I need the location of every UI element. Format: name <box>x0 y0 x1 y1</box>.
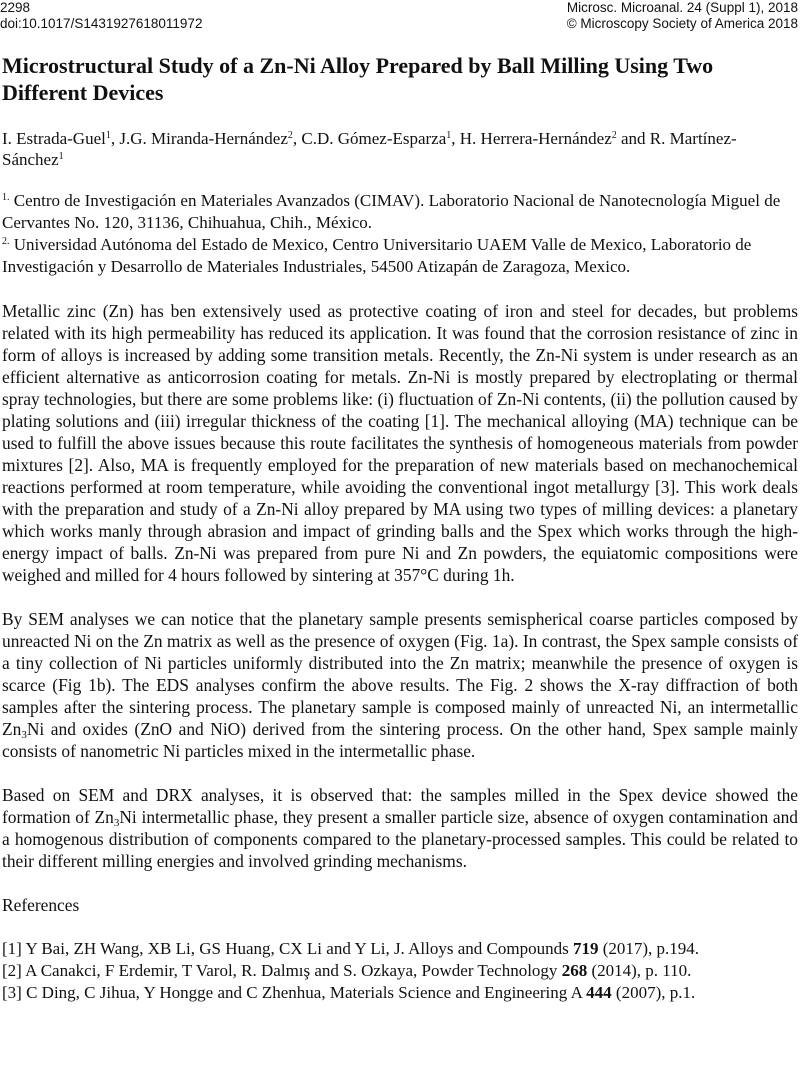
reference-volume: 444 <box>586 983 612 1002</box>
author: H. Herrera-Hernández <box>459 129 612 148</box>
paragraph-results <box>2 608 798 762</box>
author: C.D. Gómez-Esparza <box>301 129 447 148</box>
reference-list <box>2 938 798 1004</box>
paragraph-conclusion <box>2 784 798 872</box>
reference-text: (2007), p.1. <box>611 983 696 1002</box>
author-affiliation-mark: 1 <box>105 130 111 141</box>
doi[interactable]: doi:10.1017/S1431927618011972 <box>0 16 203 31</box>
header-left <box>0 0 202 32</box>
author-affiliation-mark: 2 <box>287 130 293 141</box>
affiliation-2 <box>2 234 798 278</box>
reference-item <box>2 982 798 1004</box>
page-number: 2298 <box>0 0 31 15</box>
journal-citation: Microsc. Microanal. 24 (Suppl 1), 2018 <box>566 0 798 15</box>
author: J.G. Miranda-Hernández <box>119 129 288 148</box>
author-affiliation-mark: 1 <box>446 130 452 141</box>
reference-text: (2014), p. 110. <box>587 961 692 980</box>
author-separator: , <box>110 129 120 148</box>
author: R. Martínez-Sánchez <box>2 129 737 169</box>
paragraph-text: Ni intermetallic phase, they present a smaller particle size, absence of oxygen contamination and a homogenous distribution of components compared to the planetary-processed samples. This could be related to their different milling energies and involved grinding mechanisms. <box>2 807 799 871</box>
affiliation-text: Universidad Autónoma del Estado de Mexico, Centro Universitario UAEM Valle de Mexico, Laboratorio de Investigación y Desarrollo de Materiales Industriales, 54500 Atizapán de Zaragoza, Mexico. <box>2 235 752 276</box>
copyright: © Microscopy Society of America 2018 <box>566 16 798 31</box>
paragraph-introduction: Metallic zinc (Zn) has ben extensively used as protective coating of iron and steel for decades, but problems related with its high permeability has reduced its application. It was found that the corrosion resistance of zinc in form of alloys is increased by adding some transition metals. Recently, the Zn-Ni system is under research as an efficient alternative as anticorrosion coating for metals. Zn-Ni is mostly prepared by electroplating or thermal spray technologies, but there are some problems like: (i) fluctuation of Zn-Ni contents, (ii) the pollution caused by plating solutions and (iii) irregular thickness of the coating [1]. The mechanical alloying (MA) technique can be used to fulfill the above issues because this route facilitates the synthesis of homogeneous materials from powder mixtures [2]. Also, MA is frequently employed for the preparation of new materials based on mechanochemical reactions performed at room temperature, while avoiding the conventional ingot metallurgy [3]. This work deals with the preparation and study of a Zn-Ni alloy prepared by MA using two types of milling devices: a planetary which works manly through abrasion and impact of grinding balls and the Spex which works through the high-energy impact of balls. Zn-Ni was prepared from pure Ni and Zn powders, the equiatomic compositions were weighed and milled for 4 hours followed by sintering at 357°C during 1h. <box>2 301 798 585</box>
author-separator: , <box>451 129 460 148</box>
reference-text: [2] A Canakci, F Erdemir, T Varol, R. Dalmış and S. Ozkaya, Powder Technology <box>2 961 562 980</box>
article-body <box>2 300 798 1004</box>
header-right <box>567 0 798 32</box>
affiliations <box>2 190 798 278</box>
author: I. Estrada-Guel <box>2 129 106 148</box>
paragraph-text: By SEM analyses we can notice that the planetary sample presents semispherical coarse particles composed by unreacted Ni on the Zn matrix as well as the presence of oxygen (Fig. 1a). In contrast, the Spex sample consists of a tiny collection of Ni particles uniformly distributed into the Zn matrix; meanwhile the presence of oxygen is scarce (Fig 1b). The EDS analyses confirm the above results. The Fig. 2 shows the X-ray diffraction of both samples after the sintering process. The planetary sample is composed mainly of unreacted Ni, an intermetallic Zn <box>2 609 798 739</box>
author-affiliation-mark: 2 <box>611 130 617 141</box>
reference-item <box>2 960 798 982</box>
reference-volume: 268 <box>561 961 588 980</box>
author-affiliation-mark: 1 <box>58 151 64 162</box>
affiliation-mark: 1. <box>2 192 10 203</box>
author-separator: , <box>292 129 302 148</box>
affiliation-1 <box>2 190 798 234</box>
author-list <box>2 128 798 170</box>
paragraph-text: Ni and oxides (ZnO and NiO) derived from the sintering process. On the other hand, Spex sample mainly consists of nanometric Ni particles mixed in the intermetallic phase. <box>2 719 798 761</box>
subscript: 3 <box>113 817 120 829</box>
subscript: 3 <box>21 729 27 741</box>
article <box>2 52 798 1004</box>
page-header <box>0 0 800 34</box>
affiliation-text: Centro de Investigación en Materiales Avanzados (CIMAV). Laboratorio Nacional de Nanotecnología Miguel de Cervantes No. 120, 31136, Chihuahua, Chih., México. <box>2 191 781 232</box>
reference-item <box>2 938 798 960</box>
references-heading: References <box>2 895 80 915</box>
reference-text: (2017), p.194. <box>598 939 700 958</box>
reference-text: [1] Y Bai, ZH Wang, XB Li, GS Huang, CX Li and Y Li, J. Alloys and Compounds <box>2 939 573 958</box>
affiliation-mark: 2. <box>2 236 10 247</box>
article-title: Microstructural Study of a Zn-Ni Alloy Prepared by Ball Milling Using Two Different Devices <box>2 53 714 105</box>
reference-volume: 719 <box>572 939 599 958</box>
author-separator: and <box>616 129 650 148</box>
paragraph-text: Based on SEM and DRX analyses, it is observed that: the samples milled in the Spex device showed the formation of Zn <box>2 785 798 827</box>
reference-text: [3] C Ding, C Jihua, Y Hongge and C Zhenhua, Materials Science and Engineering A <box>2 983 587 1002</box>
